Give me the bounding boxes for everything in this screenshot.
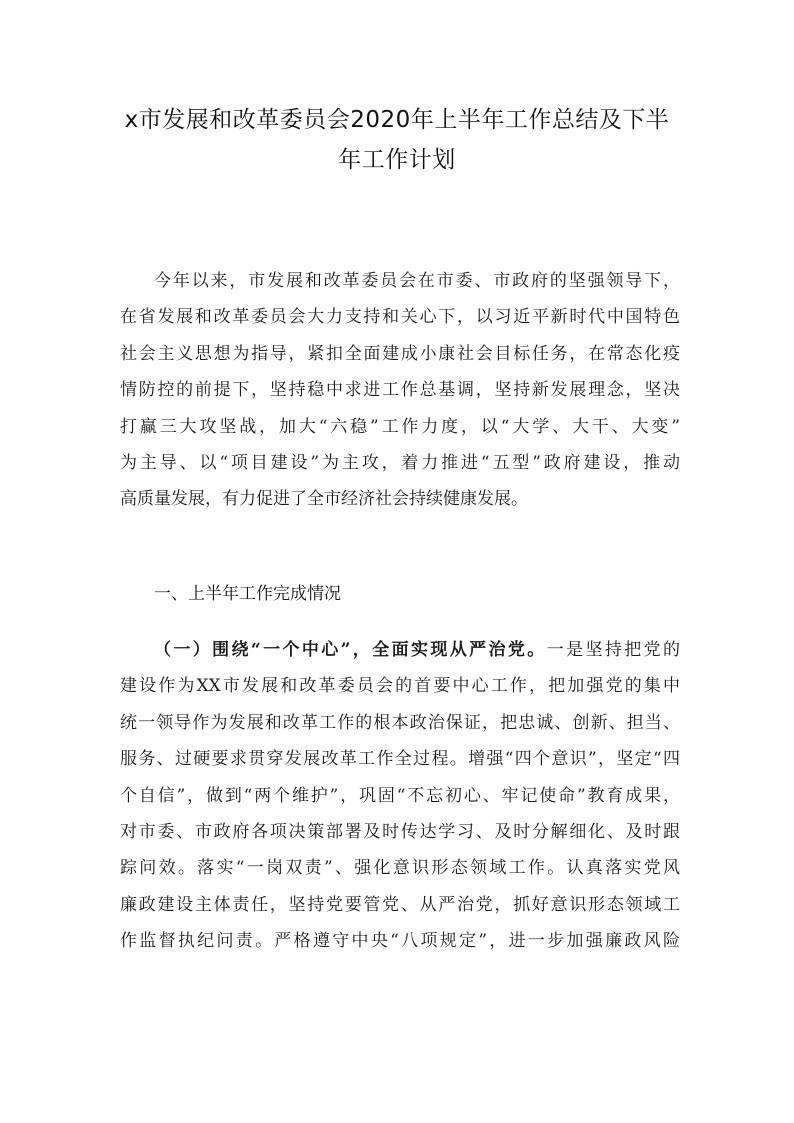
subsection-first-line-rest: 一是坚持把党的	[546, 640, 680, 660]
subsection-heading: （一）围绕“一个中心”，全面实现从严治党。	[154, 640, 547, 660]
subsection-line: 廉政建设主体责任，坚持党要管党、从严治党，抓好意识形态领域工	[120, 894, 680, 915]
subsection-line: 对市委、市政府各项决策部署及时传达学习、及时分解细化、及时跟	[120, 821, 680, 842]
subsection-paragraph	[120, 632, 680, 960]
subsection-line: 个自信”，做到“两个维护”，巩固“不忘初心、牢记使命”教育成果，	[120, 785, 680, 806]
subsection-line: 建设作为XX市发展和改革委员会的首要中心工作，把加强党的集中	[120, 676, 680, 697]
subsection-first-line	[120, 632, 680, 668]
intro-line: 打赢三大攻坚战，加大“六稳”工作力度，以“大学、大干、大变”	[120, 416, 680, 437]
intro-line: 在省发展和改革委员会大力支持和关心下，以习近平新时代中国特色	[120, 307, 680, 328]
subsection-line: 作监督执纪问责。严格遵守中央“八项规定”，进一步加强廉政风险	[120, 931, 680, 952]
section-heading: 一、上半年工作完成情况	[154, 584, 341, 604]
intro-paragraph	[120, 263, 680, 518]
subsection-line: 统一领导作为发展和改革工作的根本政治保证，把忠诚、创新、担当、	[120, 712, 680, 733]
intro-line: 社会主义思想为指导，紧扣全面建成小康社会目标任务，在常态化疫	[120, 343, 680, 364]
title-line-2: 年工作计划	[338, 147, 456, 173]
title-line-1: x市发展和改革委员会2020年上半年工作总结及下半	[124, 107, 670, 133]
intro-line: 为主导、以“项目建设”为主攻，着力推进“五型”政府建设，推动	[120, 452, 680, 473]
intro-line: 情防控的前提下，坚持稳中求进工作总基调，坚持新发展理念，坚决	[120, 380, 680, 401]
intro-line: 高质量发展，有力促进了全市经济社会持续健康发展。	[120, 489, 528, 510]
intro-line: 今年以来，市发展和改革委员会在市委、市政府的坚强领导下，	[154, 271, 680, 291]
document-title	[110, 100, 684, 180]
subsection-line: 踪问效。落实“一岗双责”、强化意识形态领域工作。认真落实党风	[120, 858, 680, 879]
subsection-line: 服务、过硬要求贯穿发展改革工作全过程。增强“四个意识”，坚定“四	[120, 749, 680, 770]
